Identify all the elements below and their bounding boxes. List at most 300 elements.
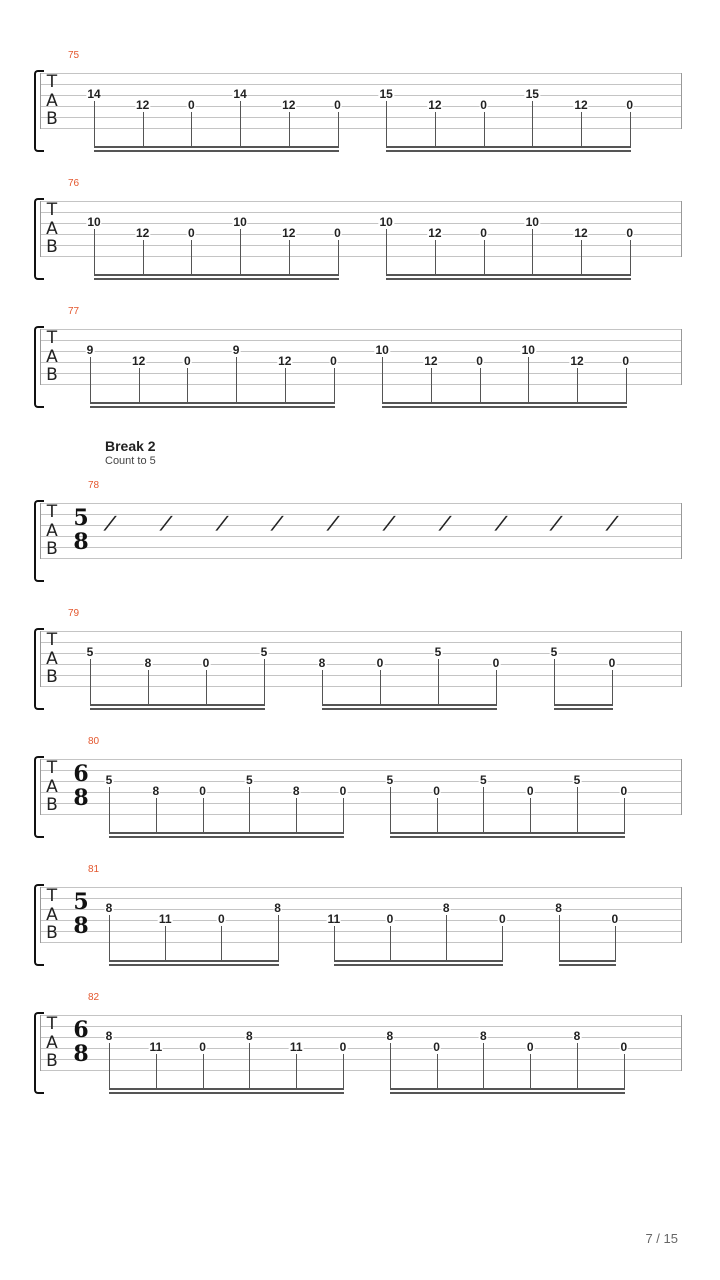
tab-note: 0 (339, 1040, 347, 1054)
note-beam (386, 278, 631, 280)
staff-lines (40, 874, 682, 984)
note-beam (94, 150, 339, 152)
tab-note: 11 (327, 912, 341, 926)
tab-clef-letter: T (46, 200, 58, 220)
note-stem (109, 1043, 110, 1088)
tab-note: 12 (574, 98, 588, 112)
tab-system-78 (0, 480, 720, 600)
tab-note: 12 (428, 226, 442, 240)
string-line (40, 212, 682, 213)
string-line (40, 1026, 682, 1027)
tab-system-77 (0, 306, 720, 426)
tab-note: 0 (433, 1040, 440, 1054)
tab-clef-letter: B (46, 109, 58, 129)
tab-clef-letter: T (46, 758, 58, 778)
string-line (40, 514, 682, 515)
tab-system-81 (0, 864, 720, 984)
note-stem (94, 101, 95, 146)
string-line (40, 117, 682, 118)
note-beam (390, 832, 625, 834)
note-stem (139, 368, 140, 402)
string-line (40, 781, 682, 782)
note-stem (386, 229, 387, 274)
tab-note: 5 (480, 773, 487, 787)
note-beam (322, 704, 497, 706)
string-line (40, 1048, 682, 1049)
note-stem (483, 1043, 484, 1088)
tab-note: 5 (434, 645, 442, 659)
tab-note: 8 (386, 1029, 394, 1043)
note-stem (624, 798, 625, 832)
note-stem (437, 1054, 438, 1088)
tab-clef-letter: B (46, 1051, 58, 1071)
tab-note: 12 (282, 226, 296, 240)
tab-note: 0 (330, 354, 337, 368)
barline-start (40, 329, 41, 385)
staff-lines (40, 490, 682, 600)
tab-system-75 (0, 50, 720, 170)
note-stem (559, 915, 560, 960)
barline-end (681, 201, 682, 257)
tab-note: 8 (555, 901, 562, 915)
string-line (40, 503, 682, 504)
note-stem (148, 670, 149, 704)
tab-note: 8 (480, 1029, 487, 1043)
tab-clef-letter: B (46, 237, 58, 257)
tab-note: 5 (246, 773, 253, 787)
note-stem (322, 670, 323, 704)
measure-number: 82 (88, 992, 100, 1003)
rhythm-slash-icon: ∕ (606, 513, 619, 534)
note-stem (382, 357, 383, 402)
note-stem (577, 1043, 578, 1088)
tab-note: 14 (233, 87, 247, 101)
tab-clef-letter: A (46, 648, 58, 669)
tab-note: 15 (525, 87, 539, 101)
barline-end (681, 503, 682, 559)
time-signature-numerator: 5 (73, 889, 89, 915)
tab-clef-letter: A (46, 1032, 58, 1053)
note-stem (630, 240, 631, 274)
barline-start (40, 631, 41, 687)
note-beam (386, 146, 631, 148)
tab-note: 10 (375, 343, 389, 357)
note-stem (630, 112, 631, 146)
note-stem (577, 787, 578, 832)
time-signature-numerator: 6 (73, 1017, 89, 1043)
barline-end (681, 759, 682, 815)
note-stem (390, 787, 391, 832)
tab-clef-letter: B (46, 795, 58, 815)
note-stem (289, 240, 290, 274)
note-stem (109, 787, 110, 832)
barline-start (40, 503, 41, 559)
time-signature-numerator: 5 (73, 505, 89, 531)
string-line (40, 792, 682, 793)
time-signature-denominator: 8 (73, 785, 89, 811)
string-line (40, 664, 682, 665)
staff-lines (40, 316, 682, 426)
time-signature-denominator: 8 (73, 529, 89, 555)
note-beam (382, 406, 627, 408)
note-stem (187, 368, 188, 402)
tab-system-82 (0, 992, 720, 1112)
tab-note: 5 (386, 773, 394, 787)
tab-clef-letter: B (46, 539, 58, 559)
note-stem (532, 101, 533, 146)
note-stem (554, 659, 555, 704)
tab-clef (44, 759, 60, 815)
string-line (40, 931, 682, 932)
string-line (40, 245, 682, 246)
tab-note: 0 (476, 354, 483, 368)
tab-note: 10 (87, 215, 101, 229)
note-stem (338, 240, 339, 274)
tab-note: 8 (573, 1029, 581, 1043)
note-beam (559, 960, 616, 962)
note-stem (278, 915, 279, 960)
tab-clef (44, 1015, 60, 1071)
tab-clef (44, 887, 60, 943)
note-beam (109, 1088, 344, 1090)
tab-note: 12 (282, 98, 296, 112)
note-stem (289, 112, 290, 146)
string-line (40, 770, 682, 771)
tab-note: 8 (274, 901, 281, 915)
tab-note: 0 (626, 98, 634, 112)
string-line (40, 631, 682, 632)
tab-clef (44, 631, 60, 687)
staff-lines (40, 746, 682, 856)
note-beam (559, 964, 616, 966)
note-stem (612, 670, 613, 704)
string-line (40, 128, 682, 129)
string-line (40, 887, 682, 888)
barline-start (40, 73, 41, 129)
note-stem (380, 670, 381, 704)
string-line (40, 1037, 682, 1038)
note-stem (156, 798, 157, 832)
note-stem (334, 926, 335, 960)
note-beam (382, 402, 627, 404)
tab-note: 0 (620, 1040, 628, 1054)
tab-note: 12 (132, 354, 146, 368)
string-line (40, 384, 682, 385)
string-line (40, 329, 682, 330)
string-line (40, 675, 682, 676)
rhythm-slash-icon: ∕ (494, 513, 507, 534)
tab-note: 12 (428, 98, 442, 112)
string-line (40, 558, 682, 559)
tab-note: 8 (144, 656, 152, 670)
barline-start (40, 887, 41, 943)
note-stem (386, 101, 387, 146)
note-stem (431, 368, 432, 402)
string-line (40, 1059, 682, 1060)
page-number: 7 / 15 (645, 1231, 678, 1246)
note-stem (191, 112, 192, 146)
tab-clef-letter: B (46, 923, 58, 943)
note-stem (90, 659, 91, 704)
tab-clef (44, 329, 60, 385)
note-stem (484, 112, 485, 146)
note-stem (343, 798, 344, 832)
note-stem (334, 368, 335, 402)
tab-note: 12 (570, 354, 584, 368)
tab-note: 12 (574, 226, 588, 240)
note-stem (437, 798, 438, 832)
note-stem (206, 670, 207, 704)
note-stem (624, 1054, 625, 1088)
note-beam (94, 278, 339, 280)
tab-note: 9 (232, 343, 240, 357)
tab-note: 0 (202, 656, 210, 670)
note-stem (240, 101, 241, 146)
tab-note: 5 (573, 773, 581, 787)
tab-note: 5 (260, 645, 268, 659)
note-beam (109, 1092, 344, 1094)
tab-clef-letter: A (46, 520, 58, 541)
time-signature (71, 891, 91, 939)
section-subtitle: Count to 5 (105, 455, 156, 467)
barline-end (681, 329, 682, 385)
string-line (40, 814, 682, 815)
barline-end (681, 73, 682, 129)
barline-end (681, 887, 682, 943)
tab-note: 8 (292, 784, 300, 798)
tab-note: 8 (152, 784, 160, 798)
tab-note: 8 (105, 901, 113, 915)
tab-note: 0 (626, 226, 634, 240)
tab-clef-letter: T (46, 328, 58, 348)
note-stem (530, 1054, 531, 1088)
tab-note: 0 (188, 226, 195, 240)
tab-note: 11 (158, 912, 172, 926)
note-stem (581, 240, 582, 274)
tab-clef-letter: A (46, 904, 58, 925)
string-line (40, 1070, 682, 1071)
note-beam (334, 964, 504, 966)
measure-number: 76 (68, 178, 80, 189)
tab-note: 0 (386, 912, 394, 926)
tab-note: 12 (136, 98, 150, 112)
string-line (40, 1015, 682, 1016)
tab-note: 8 (442, 901, 450, 915)
note-stem (165, 926, 166, 960)
tab-note: 0 (608, 656, 616, 670)
tab-clef-letter: A (46, 776, 58, 797)
note-stem (626, 368, 627, 402)
measure-number: 75 (68, 50, 80, 61)
note-stem (435, 112, 436, 146)
note-stem (94, 229, 95, 274)
tab-note: 0 (433, 784, 440, 798)
tab-note: 12 (278, 354, 292, 368)
tab-clef-letter: T (46, 1014, 58, 1034)
tab-note: 0 (620, 784, 628, 798)
note-beam (386, 150, 631, 152)
note-beam (334, 960, 504, 962)
tab-clef-letter: T (46, 502, 58, 522)
barline-end (681, 1015, 682, 1071)
string-line (40, 803, 682, 804)
note-beam (94, 274, 339, 276)
staff-lines (40, 188, 682, 298)
tab-clef-letter: A (46, 346, 58, 367)
tab-system-79 (0, 608, 720, 728)
note-beam (109, 964, 279, 966)
note-beam (109, 836, 344, 838)
tab-note: 12 (424, 354, 438, 368)
tab-clef-letter: T (46, 886, 58, 906)
staff-lines (40, 1002, 682, 1112)
tab-clef-letter: B (46, 667, 58, 687)
string-line (40, 759, 682, 760)
measure-number: 79 (68, 608, 80, 619)
note-stem (480, 368, 481, 402)
string-line (40, 547, 682, 548)
string-line (40, 525, 682, 526)
tab-clef-letter: T (46, 72, 58, 92)
note-stem (296, 1054, 297, 1088)
time-signature-denominator: 8 (73, 1041, 89, 1067)
time-signature-denominator: 8 (73, 913, 89, 939)
tab-note: 0 (184, 354, 191, 368)
tab-note: 8 (246, 1029, 253, 1043)
note-stem (615, 926, 616, 960)
time-signature (71, 763, 91, 811)
note-stem (502, 926, 503, 960)
note-stem (530, 798, 531, 832)
note-stem (483, 787, 484, 832)
tab-clef-letter: A (46, 218, 58, 239)
tab-note: 0 (492, 656, 500, 670)
measure-number: 77 (68, 306, 80, 317)
string-line (40, 201, 682, 202)
measure-number: 81 (88, 864, 100, 875)
staff-lines (40, 618, 682, 728)
tab-clef-letter: B (46, 365, 58, 385)
note-stem (435, 240, 436, 274)
tab-clef (44, 73, 60, 129)
string-line (40, 373, 682, 374)
note-stem (532, 229, 533, 274)
note-beam (390, 1092, 625, 1094)
note-stem (390, 1043, 391, 1088)
note-stem (581, 112, 582, 146)
string-line (40, 84, 682, 85)
tab-note: 8 (105, 1029, 113, 1043)
measure-number: 80 (88, 736, 100, 747)
tab-note: 0 (188, 98, 195, 112)
tab-note: 10 (379, 215, 393, 229)
note-stem (240, 229, 241, 274)
note-stem (577, 368, 578, 402)
tab-note: 0 (622, 354, 630, 368)
note-beam (390, 836, 625, 838)
tab-note: 10 (521, 343, 535, 357)
rhythm-slash-icon: ∕ (327, 513, 340, 534)
tab-note: 0 (218, 912, 225, 926)
tab-note: 14 (87, 87, 101, 101)
string-line (40, 73, 682, 74)
rhythm-slash-icon: ∕ (550, 513, 563, 534)
string-line (40, 536, 682, 537)
measure-number: 78 (88, 480, 100, 491)
note-beam (90, 406, 335, 408)
tab-note: 12 (136, 226, 150, 240)
string-line (40, 642, 682, 643)
note-stem (338, 112, 339, 146)
note-stem (203, 798, 204, 832)
note-stem (221, 926, 222, 960)
barline-start (40, 759, 41, 815)
string-line (40, 256, 682, 257)
rhythm-slash-icon: ∕ (271, 513, 284, 534)
tab-clef (44, 201, 60, 257)
note-stem (156, 1054, 157, 1088)
barline-start (40, 1015, 41, 1071)
tab-clef-letter: A (46, 90, 58, 111)
tab-note: 10 (233, 215, 247, 229)
note-beam (90, 402, 335, 404)
time-signature (71, 1019, 91, 1067)
note-beam (90, 704, 265, 706)
tab-note: 0 (334, 98, 341, 112)
rhythm-slash-icon: ∕ (159, 513, 172, 534)
tab-note: 0 (526, 784, 534, 798)
string-line (40, 942, 682, 943)
tab-note: 15 (379, 87, 393, 101)
note-beam (390, 1088, 625, 1090)
note-stem (285, 368, 286, 402)
note-beam (554, 708, 613, 710)
string-line (40, 95, 682, 96)
note-beam (94, 146, 339, 148)
note-stem (390, 926, 391, 960)
note-stem (109, 915, 110, 960)
string-line (40, 653, 682, 654)
string-line (40, 898, 682, 899)
note-stem (191, 240, 192, 274)
string-line (40, 340, 682, 341)
note-stem (143, 240, 144, 274)
note-beam (109, 832, 344, 834)
note-stem (296, 798, 297, 832)
tab-note: 11 (289, 1040, 303, 1054)
note-stem (249, 1043, 250, 1088)
tab-system-80 (0, 736, 720, 856)
note-beam (322, 708, 497, 710)
tab-note: 0 (526, 1040, 534, 1054)
rhythm-slash-icon: ∕ (438, 513, 451, 534)
tab-clef-letter: T (46, 630, 58, 650)
tab-note: 11 (149, 1040, 163, 1054)
section-title: Break 2 (105, 438, 156, 454)
string-line (40, 351, 682, 352)
tab-note: 0 (334, 226, 341, 240)
tab-clef (44, 503, 60, 559)
note-stem (496, 670, 497, 704)
tab-note: 5 (105, 773, 113, 787)
tab-note: 9 (86, 343, 94, 357)
note-beam (386, 274, 631, 276)
note-stem (438, 659, 439, 704)
tab-note: 5 (86, 645, 94, 659)
tab-note: 0 (199, 1040, 206, 1054)
note-stem (249, 787, 250, 832)
note-stem (484, 240, 485, 274)
